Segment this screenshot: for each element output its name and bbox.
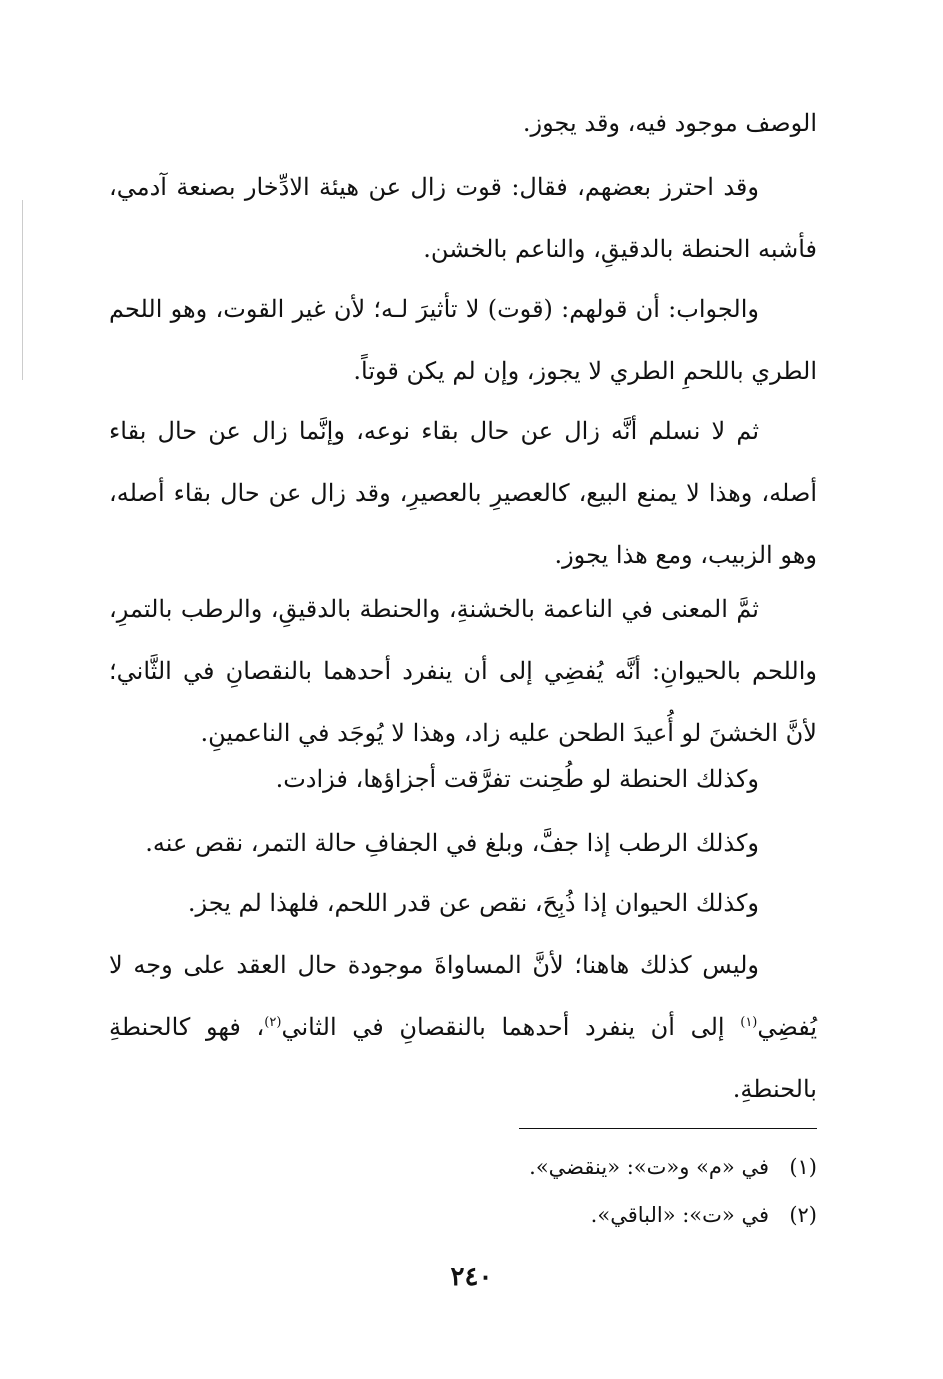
paragraph-9-part-2: إلى أن ينفرد أحدهما بالنقصانِ في الثاني	[281, 1013, 741, 1041]
paragraph-6: وكذلك الحنطة لو طُحِنت تفرَّقت أجزاؤها، فزادت.	[275, 765, 759, 793]
footnote-2-text: في «ت»: «الباقي».	[590, 1203, 769, 1227]
paragraph-5: ثمَّ المعنى في الناعمة بالخشنةِ، والحنطة بالدقيقِ، والرطب بالتمرِ، واللحم بالحيوانِ: أنَّه يُفضِي إلى أن ينفرد أحدهما بالنقصانِ في الثَّاني؛ لأنَّ الخشنَ لو أُعيدَ الطحن عليه زاد، وهذا لا يُوجَد في الناعمينِ.	[109, 595, 817, 747]
footnote-separator	[519, 1128, 817, 1129]
paragraph-8: وكذلك الحيوان إذا ذُبِحَ، نقص عن قدر اللحم، فلهذا لم يجز.	[187, 889, 759, 917]
footnote-ref-2: (٢)	[264, 1015, 282, 1030]
scan-edge-shadow	[22, 200, 23, 380]
footnote-2-number: (٢)	[789, 1203, 817, 1227]
paragraph-2: وقد احترز بعضهم، فقال: قوت زال عن هيئة الادِّخار بصنعة آدمي، فأشبه الحنطة بالدقيقِ، والناعم بالخشن.	[109, 173, 817, 263]
paragraph-4: ثم لا نسلم أنَّه زال عن حال بقاء نوعه، وإنَّما زال عن حال بقاء أصله، وهذا لا يمنع البيع، كالعصيرِ بالعصيرِ، وقد زال عن حال بقاء أصله، وهو الزبيب، ومع هذا يجوز.	[109, 417, 817, 569]
paragraph-3: والجواب: أن قولهم: (قوت) لا تأثيرَ لـه؛ لأن غير القوت، وهو اللحم الطري باللحمِ الطري لا يجوز، وإن لم يكن قوتاً.	[109, 295, 817, 385]
footnote-2	[109, 1200, 817, 1230]
footnote-1-text: في «م» و«ت»: «ينقضي».	[529, 1155, 769, 1179]
paragraph-9	[109, 934, 817, 1120]
paragraph-9-part-3: ، فهو كالحنطةِ بالحنطةِ.	[109, 1013, 817, 1103]
paragraph-9-part-1: وليس كذلك هاهنا؛ لأنَّ المساواةَ موجودة حال العقد على وجه لا يُفضِي	[109, 951, 818, 1041]
footnote-1	[109, 1152, 817, 1182]
footnote-ref-1: (١)	[740, 1015, 758, 1030]
footnote-1-number: (١)	[789, 1155, 817, 1179]
page-number: ٢٤٠	[450, 1262, 493, 1292]
paragraph-7: وكذلك الرطب إذا جفَّ، وبلغ في الجفافِ حالة التمر، نقص عنه.	[145, 829, 759, 857]
paragraph-1: الوصف موجود فيه، وقد يجوز.	[522, 109, 817, 137]
